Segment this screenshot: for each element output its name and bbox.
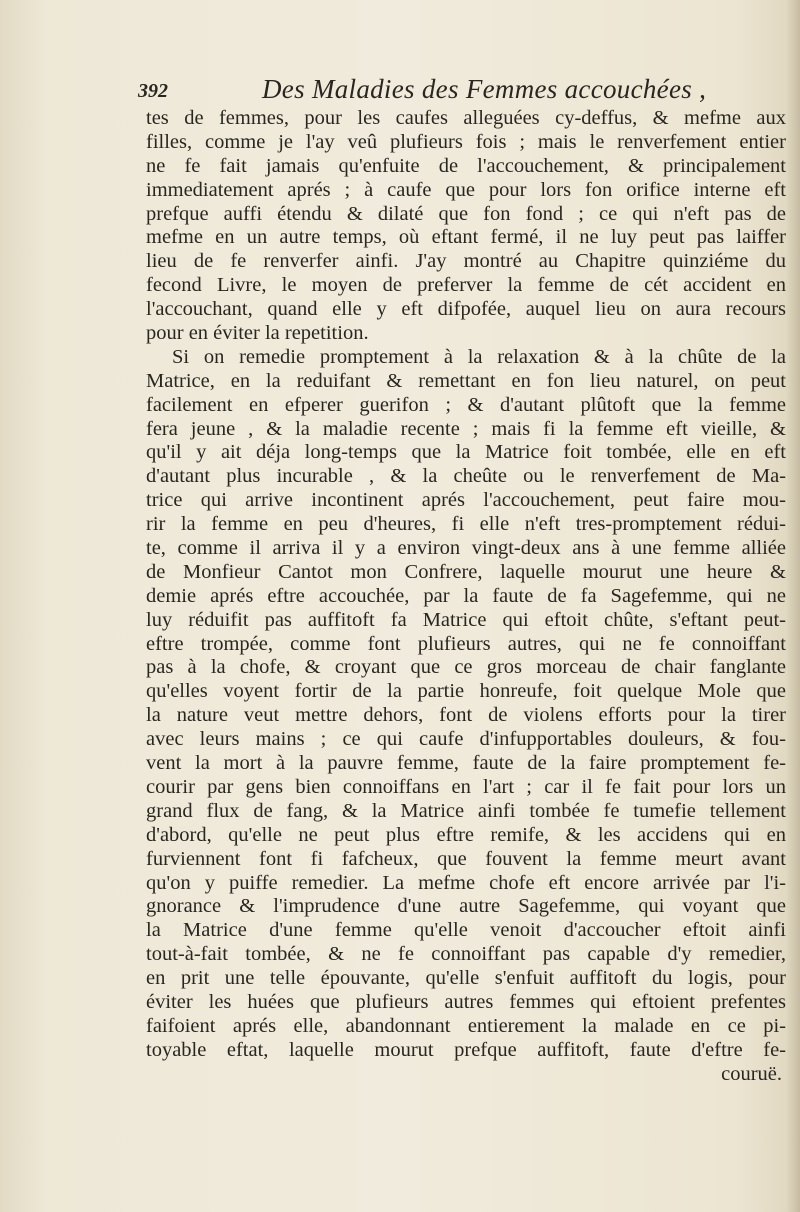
- text-line: faifoient aprés elle, abandonnant entierement la malade en ce pi-: [146, 1014, 786, 1037]
- text-line: Matrice, en la reduifant & remettant en fon lieu naturel, on peut: [146, 369, 786, 392]
- text-line: vent la mort à la pauvre femme, faute de la faire promptement fe-: [146, 752, 786, 775]
- text-line: facilement en efperer guerifon ; & d'autant plûtoft que la femme: [146, 393, 786, 416]
- running-head: Des Maladies des Femmes accouchées ,: [262, 74, 707, 104]
- text-line: gnorance & l'imprudence d'une autre Sagefemme, qui voyant que: [146, 895, 786, 918]
- text-line: trice qui arrive incontinent aprés l'accouchement, peut faire mou-: [146, 489, 786, 512]
- text-line: toyable eftat, laquelle mourut prefque auffitoft, faute d'eftre fe-: [146, 1038, 786, 1061]
- text-line: en prit une telle épouvante, qu'elle s'enfuit auffitoft du logis, pour: [146, 967, 786, 990]
- text-line: immediatement aprés ; à caufe que pour lors fon orifice interne eft: [146, 178, 786, 201]
- text-line: ne fe fait jamais qu'enfuite de l'accouchement, & principalement: [146, 154, 786, 177]
- text-line: mefme en un autre temps, où eftant fermé, il ne luy peut pas laiffer: [146, 226, 786, 249]
- page-header: [138, 74, 778, 110]
- text-line: l'accouchant, quand elle y eft difpofée, auquel lieu on aura recours: [146, 298, 786, 321]
- text-line: grand flux de fang, & la Matrice ainfi tombée fe tumefie tellement: [146, 799, 786, 822]
- text-line: pas à la chofe, & croyant que ce gros morceau de chair fanglante: [146, 656, 786, 679]
- text-line: la Matrice d'une femme qu'elle venoit d'accoucher eftoit ainfi: [146, 919, 786, 942]
- text-line: la nature veut mettre dehors, font de violens efforts pour la tirer: [146, 704, 786, 727]
- text-line: de Monfieur Cantot mon Confrere, laquelle mourut une heure &: [146, 560, 786, 583]
- catchword: couruë.: [721, 1062, 782, 1085]
- text-line: luy réduifit pas auffitoft fa Matrice qui eftoit chûte, s'eftant peut-: [146, 608, 786, 631]
- text-line: avec leurs mains ; ce qui caufe d'infupportables douleurs, & fou-: [146, 728, 786, 751]
- text-line: lieu de fe renverfer ainfi. J'ay montré au Chapitre quinziéme du: [146, 250, 786, 273]
- text-line: fecond Livre, le moyen de preferver la femme de cét accident en: [146, 274, 786, 297]
- text-line: filles, comme je l'ay veû plufieurs fois ; mais le renverfement entier: [146, 130, 786, 153]
- text-line: tout-à-fait tombée, & ne fe connoiffant pas capable d'y remedier,: [146, 943, 786, 966]
- text-line: Si on remedie promptement à la relaxation & à la chûte de la: [172, 345, 786, 368]
- body-text: [146, 107, 786, 1087]
- text-line: courir par gens bien connoiffans en l'art ; car il fe fait pour lors un: [146, 775, 786, 798]
- page-number: 392: [138, 80, 168, 102]
- text-line: rir la femme en peu d'heures, fi elle n'eft tres-promptement rédui-: [146, 513, 786, 536]
- text-line: qu'il y ait déja long-temps que la Matrice foit tombée, elle en eft: [146, 441, 786, 464]
- text-line: furviennent font fi fafcheux, que fouvent la femme meurt avant: [146, 847, 786, 870]
- text-line: demie aprés eftre accouchée, par la faute de fa Sagefemme, qui ne: [146, 584, 786, 607]
- page-edge-shadow: [786, 0, 800, 1212]
- text-line: eftre trompée, comme font plufieurs autres, qui ne fe connoiffant: [146, 632, 786, 655]
- text-line: d'abord, qu'elle ne peut plus eftre remife, & les accidens qui en: [146, 823, 786, 846]
- text-line: éviter les huées que plufieurs autres femmes qui eftoient prefentes: [146, 990, 786, 1013]
- text-line: te, comme il arriva il y a environ vingt-deux ans à une femme alliée: [146, 537, 786, 560]
- text-line: d'autant plus incurable , & la cheûte ou le renverfement de Ma-: [146, 465, 786, 488]
- text-line: qu'on y puiffe remedier. La mefme chofe eft encore arrivée par l'i-: [146, 871, 786, 894]
- text-line: fera jeune , & la maladie recente ; mais fi la femme eft vieille, &: [146, 417, 786, 440]
- text-line: prefque auffi étendu & dilaté que fon fond ; ce qui n'eft pas de: [146, 202, 786, 225]
- text-line: tes de femmes, pour les caufes alleguées cy-deffus, & mefme aux: [146, 107, 786, 129]
- text-line: qu'elles voyent fortir de la partie honreufe, foit quelque Mole que: [146, 680, 786, 703]
- text-line: pour en éviter la repetition.: [146, 322, 369, 345]
